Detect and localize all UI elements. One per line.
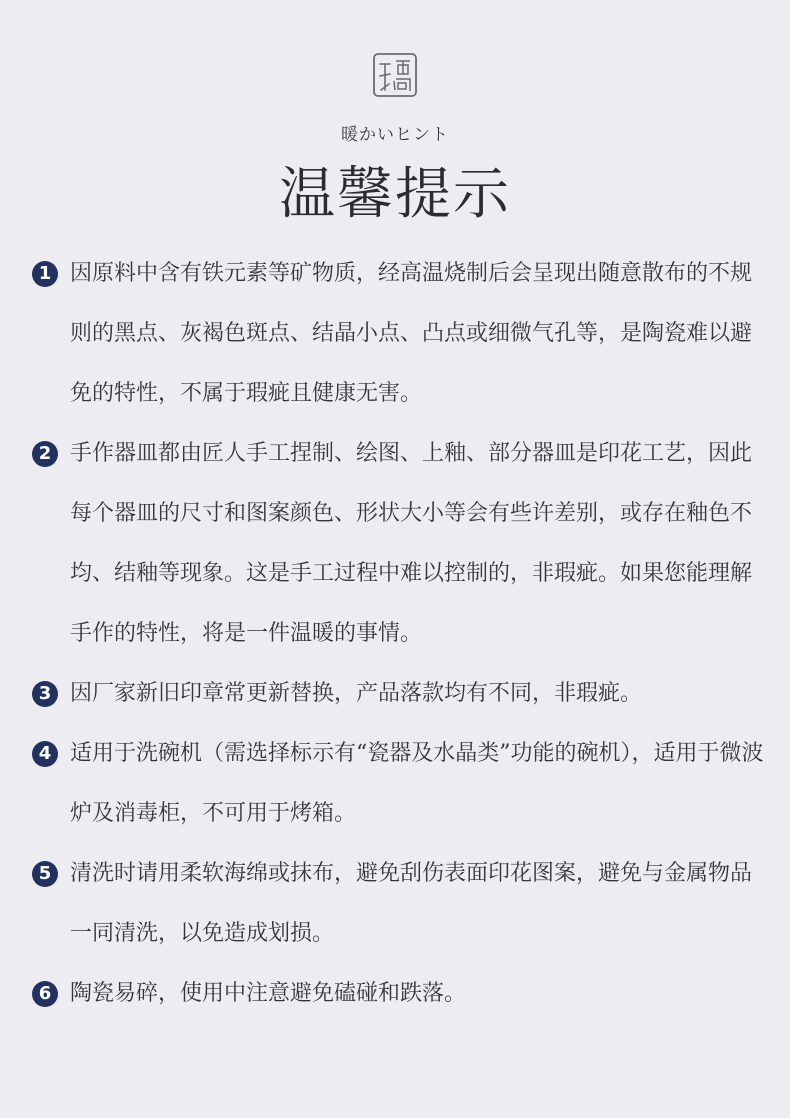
notice-text: 因厂家新旧印章常更新替换，产品落款均有不同，非瑕疵。 [70, 681, 643, 706]
number-badge-icon: 1 [32, 261, 58, 287]
notice-item [32, 964, 772, 1024]
brand-seal-logo [370, 50, 420, 100]
notice-item [32, 844, 772, 964]
number-badge-icon: 6 [32, 981, 58, 1007]
number-badge-icon: 5 [32, 861, 58, 887]
notice-text: 因原料中含有铁元素等矿物质，经高温烧制后会呈现出随意散布的不规则的黑点、灰褐色斑点、结晶小点、凸点或细微气孔等，是陶瓷难以避免的特性，不属于瑕疵且健康无害。 [70, 261, 753, 406]
page-subtitle: 暖かいヒント [341, 125, 449, 145]
number-badge-icon: 3 [32, 681, 58, 707]
notice-item [32, 664, 772, 724]
notice-text: 清洗时请用柔软海绵或抹布，避免刮伤表面印花图案，避免与金属物品一同清洗，以免造成划损。 [70, 861, 753, 946]
notice-item [32, 424, 772, 664]
number-badge-icon: 4 [32, 741, 58, 767]
notice-list [32, 244, 772, 1024]
number-badge-icon: 2 [32, 441, 58, 467]
notice-item [32, 724, 772, 844]
notice-item [32, 244, 772, 424]
notice-text: 陶瓷易碎，使用中注意避免磕碰和跌落。 [70, 981, 467, 1006]
notice-text: 手作器皿都由匠人手工捏制、绘图、上釉、部分器皿是印花工艺，因此每个器皿的尺寸和图案颜色、形状大小等会有些许差别，或存在釉色不均、结釉等现象。这是手工过程中难以控制的，非瑕疵。如果您能理解手作的特性，将是一件温暖的事情。 [70, 441, 753, 646]
notice-text: 适用于洗碗机（需选择标示有“瓷器及水晶类”功能的碗机），适用于微波炉及消毒柜，不可用于烤箱。 [70, 741, 764, 826]
page-title: 温馨提示 [279, 162, 511, 227]
